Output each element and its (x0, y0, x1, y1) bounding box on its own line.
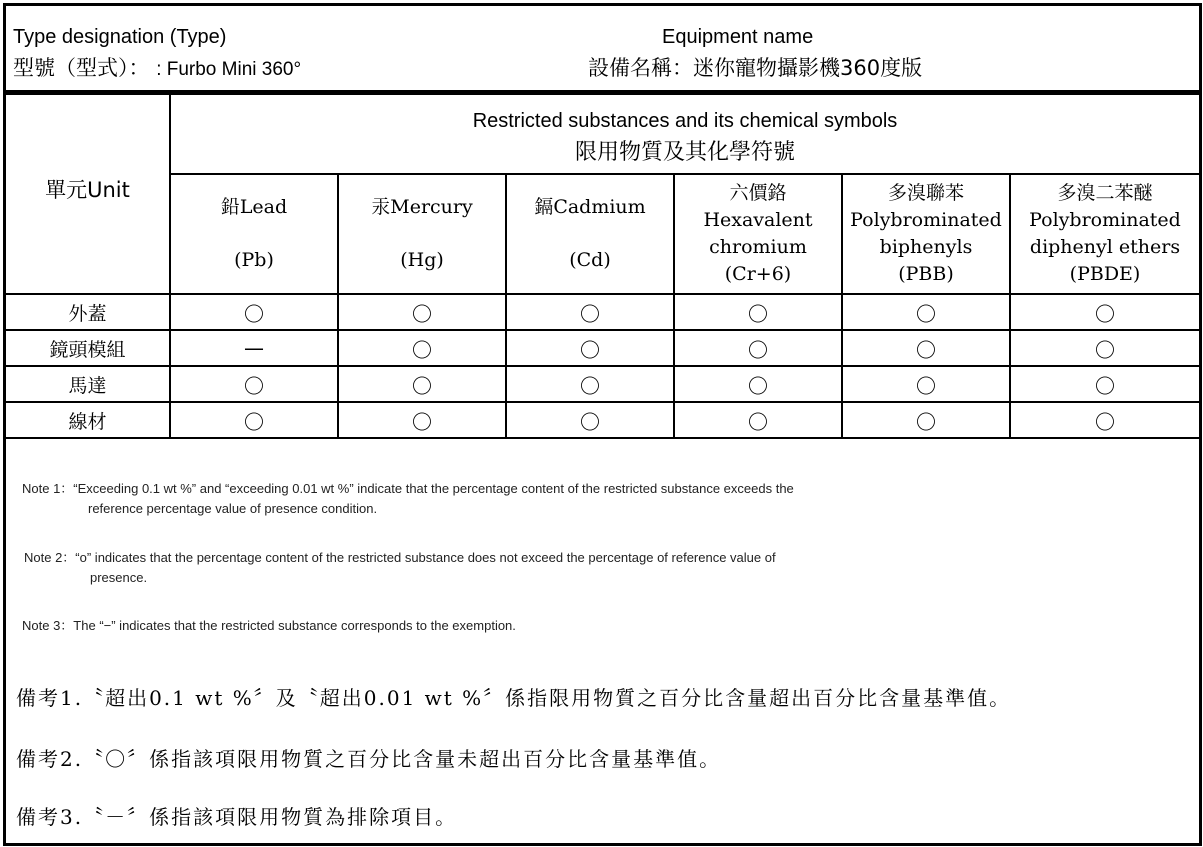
unit-label: 鏡頭模組 (6, 330, 170, 366)
table-row (6, 402, 1199, 438)
table-cell: 〇 (842, 366, 1010, 402)
substance-cadmium (506, 174, 674, 294)
substance-name-en: Hexavalent (703, 209, 813, 231)
note-1-zh: 備考1.〝超出0.1 wt %〞及〝超出0.01 wt %〞係指限用物質之百分比含量超出百分比含量基準值。 (16, 686, 1012, 710)
note-3-en: Note 3：The “−” indicates that the restricted substance corresponds to the exemption. (22, 618, 516, 633)
substance-mercury (338, 174, 506, 294)
table-cell: 〇 (1010, 366, 1199, 402)
substance-name-en-2: chromium (709, 236, 807, 258)
table-cell: 〇 (506, 330, 674, 366)
table-cell: 〇 (1010, 294, 1199, 330)
substance-name: 鉛Lead (220, 196, 288, 218)
substance-name-en: Polybrominated (1029, 209, 1181, 231)
table-cell: 〇 (674, 330, 842, 366)
table-cell: 〇 (1010, 330, 1199, 366)
substance-symbol: (PBDE) (1069, 263, 1141, 285)
substance-pbb (842, 174, 1010, 294)
header (6, 6, 1199, 93)
table-cell: — (170, 330, 338, 366)
table-cell: 〇 (506, 402, 674, 438)
table-cell: 〇 (338, 366, 506, 402)
unit-label: 線材 (6, 402, 170, 438)
type-designation-en: Type designation (Type) (13, 26, 227, 48)
note-2-en (24, 548, 776, 588)
note-3-zh: 備考3.〝－〞係指該項限用物質為排除項目。 (16, 805, 458, 829)
table-cell: 〇 (674, 366, 842, 402)
table-cell: 〇 (170, 402, 338, 438)
substance-name-en-2: biphenyls (879, 236, 973, 258)
table-cell: 〇 (842, 294, 1010, 330)
table-cell: 〇 (338, 294, 506, 330)
table-cell: 〇 (506, 366, 674, 402)
note-1-line-2: reference percentage value of presence condition. (88, 501, 378, 516)
substance-name-zh: 六價鉻 (729, 182, 787, 204)
substance-name-en: Polybrominated (850, 209, 1002, 231)
equipment-name-zh: 設備名稱：迷你寵物攝影機360度版 (588, 56, 923, 80)
table-cell: 〇 (1010, 402, 1199, 438)
substance-symbol: (Pb) (234, 249, 274, 271)
table-row (6, 294, 1199, 330)
model-name: : Furbo Mini 360° (156, 59, 302, 80)
substance-name: 鎘Cadmium (534, 196, 646, 218)
table-cell: 〇 (674, 294, 842, 330)
table-cell: 〇 (338, 330, 506, 366)
table-cell: 〇 (842, 402, 1010, 438)
restricted-substances-table (6, 93, 1199, 439)
note-2-zh: 備考2.〝〇〞係指該項限用物質之百分比含量未超出百分比含量基準值。 (16, 747, 722, 771)
substance-name-zh: 多溴二苯醚 (1057, 182, 1153, 204)
table-cell: 〇 (506, 294, 674, 330)
type-designation-zh-label: 型號（型式）： (13, 56, 150, 80)
substance-symbol: (PBB) (898, 263, 954, 285)
note-2-line-1: Note 2：“o” indicates that the percentage content of the restricted substance does not exceed the percentage of reference value of (24, 550, 776, 565)
substance-hexavalent-chromium (674, 174, 842, 294)
note-1-en (22, 479, 794, 519)
table-cell: 〇 (170, 366, 338, 402)
substance-name-en-2: diphenyl ethers (1029, 236, 1181, 258)
restricted-header-zh: 限用物質及其化學符號 (574, 140, 795, 165)
table-row (6, 330, 1199, 366)
unit-label: 外蓋 (6, 294, 170, 330)
equipment-name-en: Equipment name (662, 26, 814, 48)
table-cell: 〇 (674, 402, 842, 438)
substance-name: 汞Mercury (371, 196, 473, 218)
substance-symbol: (Hg) (400, 249, 444, 271)
unit-header: 單元Unit (6, 94, 170, 294)
substance-name-zh: 多溴聯苯 (887, 182, 964, 204)
table-cell: 〇 (338, 402, 506, 438)
note-2-line-2: presence. (90, 570, 148, 585)
unit-label: 馬達 (6, 366, 170, 402)
table-cell: 〇 (842, 330, 1010, 366)
restricted-substances-header (170, 94, 1199, 174)
table-row (6, 366, 1199, 402)
substance-lead (170, 174, 338, 294)
table-cell: 〇 (170, 294, 338, 330)
substance-symbol: (Cd) (569, 249, 611, 271)
restricted-header-en: Restricted substances and its chemical symbols (472, 110, 898, 132)
note-1-line-1: Note 1：“Exceeding 0.1 wt %” and “exceeding 0.01 wt %” indicate that the percentage content of the restricted substance exceeds the (22, 481, 794, 496)
substance-symbol: (Cr+6) (724, 263, 792, 285)
type-designation-zh (13, 52, 301, 82)
substance-pbde (1010, 174, 1199, 294)
rohs-declaration (3, 3, 1202, 846)
